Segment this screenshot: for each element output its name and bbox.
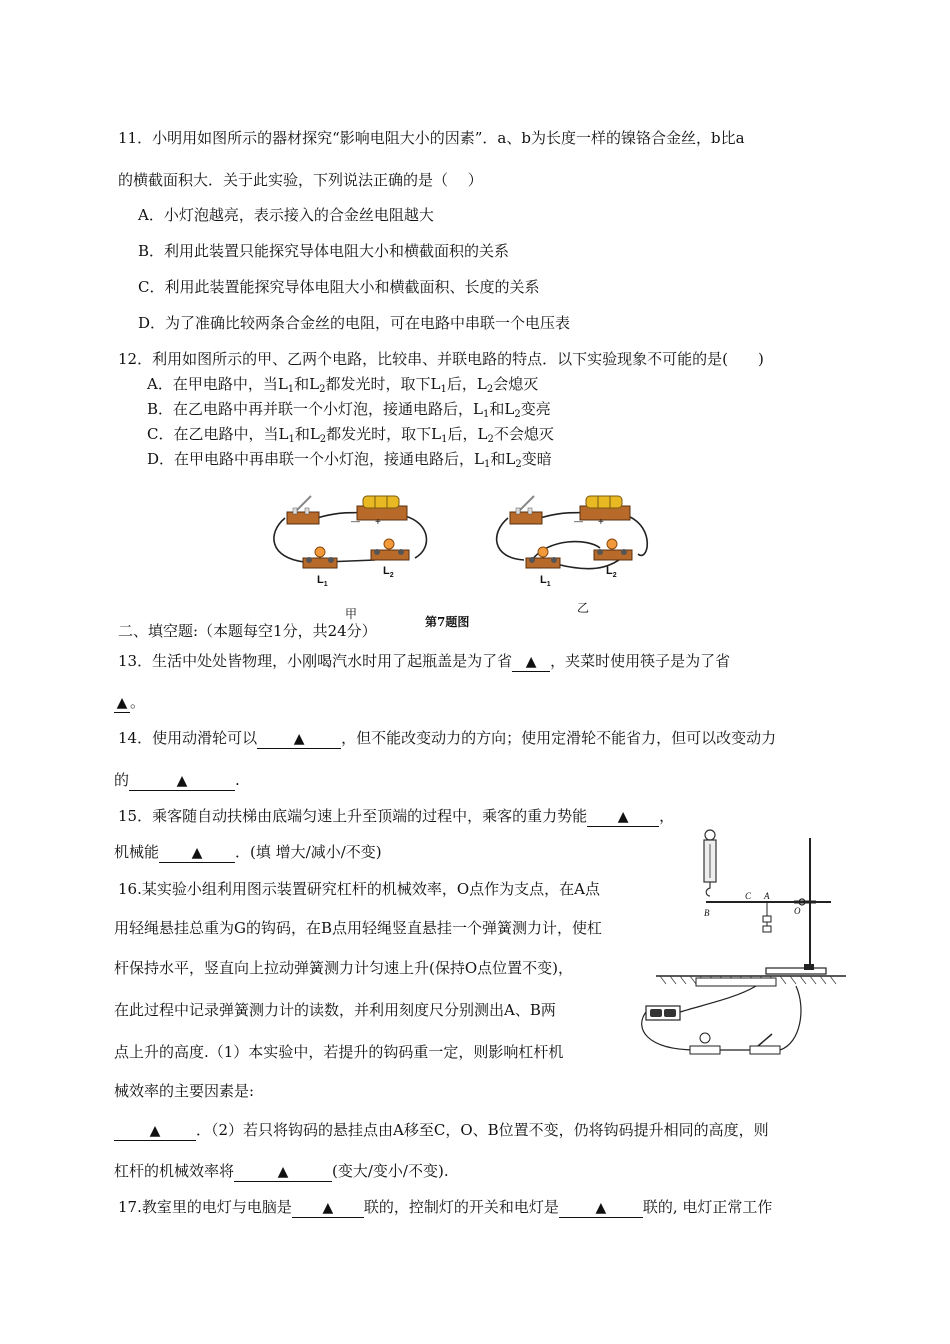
section-heading: 二、填空题:（本题每空1分，共24分）	[118, 622, 377, 640]
point-c-label: C	[745, 891, 752, 901]
q12-option-a: A．在甲电路中，当$L_1$和$L_2$都发光时，取下$L_1$后，$L_2$会熄灭	[147, 375, 539, 395]
q16-line4: 在此过程中记录弹簧测力计的读数，并利用刻度尺分别测出A、B两	[114, 1001, 556, 1019]
q15-line2: 机械能 ▲ ．(填 增大/减小/不变)	[114, 843, 382, 861]
lever-apparatus-figure	[626, 828, 846, 1064]
answer-blank[interactable]: ▲	[234, 1162, 332, 1182]
q16-line7: ▲ ．（2）若只将钩码的悬挂点由A移至C，O、B位置不变，仍将钩码提升相同的高度，则	[114, 1120, 769, 1141]
q11-option-c: C．利用此装置能探究导体电阻大小和横截面积、长度的关系	[138, 278, 540, 296]
q16-line8: 杠杆的机械效率将 ▲ (变大/变小/不变).	[114, 1162, 449, 1180]
q11-option-a: A．小灯泡越亮，表示接入的合金丝电阻越大	[138, 206, 434, 224]
q11-option-d: D．为了准确比较两条合金丝的电阻，可在电路中串联一个电压表	[138, 314, 571, 332]
q16-line3: 杆保持水平，竖直向上拉动弹簧测力计匀速上升(保持O点位置不变)，	[114, 959, 574, 977]
battery-minus-label: —	[574, 516, 583, 526]
circuit-figure-yi	[488, 488, 668, 588]
q11-option-b: B．利用此装置只能探究导体电阻大小和横截面积的关系	[138, 242, 510, 260]
point-a-label: A	[764, 891, 770, 901]
q14-line2: 的 ▲ .	[114, 771, 240, 789]
answer-blank[interactable]: ▲	[257, 729, 341, 749]
q11-line2: 的横截面积大．关于此实验，下列说法正确的是（ ）	[118, 171, 483, 189]
q16-line2: 用轻绳悬挂总重为G的钩码，在B点用轻绳竖直悬挂一个弹簧测力计，使杠	[114, 919, 603, 937]
l2-label: $L_2$	[606, 565, 617, 579]
q12-option-b: B．在乙电路中再并联一个小灯泡，接通电路后，$L_1$和$L_2$变亮	[147, 400, 551, 420]
circuit-figure-jia	[265, 488, 445, 588]
figure-label-yi: 乙	[577, 601, 590, 615]
q13-line1: 13．生活中处处皆物理，小刚喝汽水时用了起瓶盖是为了省 ▲ ，夹菜时使用筷子是为了省	[118, 652, 731, 670]
point-b-label: B	[704, 908, 710, 918]
answer-blank[interactable]: ▲	[129, 771, 235, 791]
q16-line1: 16.某实验小组利用图示装置研究杠杆的机械效率，O点作为支点，在A点	[118, 880, 600, 898]
figure-caption: 第7题图	[425, 615, 470, 629]
l1-label: $L_1$	[540, 574, 551, 588]
battery-plus-label: +	[598, 517, 604, 528]
q12-option-c: C．在乙电路中，当$L_1$和$L_2$都发光时，取下$L_1$后，$L_2$不会熄灭	[147, 425, 554, 445]
answer-blank[interactable]: ▲	[114, 1121, 196, 1141]
q15-line1: 15．乘客随自动扶梯由底端匀速上升至顶端的过程中，乘客的重力势能 ▲ ，	[118, 807, 675, 825]
q12-option-d: D．在甲电路中再串联一个小灯泡，接通电路后，$L_1$和$L_2$变暗	[147, 450, 552, 470]
answer-blank[interactable]: ▲	[159, 843, 235, 863]
q13-line2: ▲ 。	[114, 692, 145, 713]
answer-blank[interactable]: ▲	[292, 1198, 364, 1218]
q11-line1: 11．小明用如图所示的器材探究“影响电阻大小的因素”．a、b为长度一样的镍铬合金丝，b比a	[118, 129, 745, 147]
q16-line5: 点上升的高度.（1）本实验中，若提升的钩码重一定，则影响杠杆机	[114, 1043, 564, 1061]
l1-label: $L_1$	[317, 574, 328, 588]
answer-blank[interactable]: ▲	[559, 1198, 643, 1218]
q16-line6: 械效率的主要因素是:	[114, 1082, 255, 1100]
answer-blank[interactable]: ▲	[587, 807, 659, 827]
answer-blank[interactable]: ▲	[114, 693, 130, 713]
battery-minus-label: —	[351, 516, 360, 526]
q17-line1: 17.教室里的电灯与电脑是 ▲ 联的，控制灯的开关和电灯是 ▲ 联的, 电灯正常工作	[118, 1198, 773, 1216]
battery-plus-label: +	[375, 517, 381, 528]
figure-label-jia: 甲	[345, 607, 358, 621]
answer-blank[interactable]: ▲	[512, 652, 550, 672]
q14-line1: 14．使用动滑轮可以 ▲ ，但不能改变动力的方向；使用定滑轮不能省力，但可以改变动力	[118, 729, 777, 747]
q12-stem: 12．利用如图所示的甲、乙两个电路，比较串、并联电路的特点．以下实验现象不可能的是( )	[118, 350, 764, 368]
point-o-label: O	[794, 906, 801, 916]
l2-label: $L_2$	[383, 565, 394, 579]
